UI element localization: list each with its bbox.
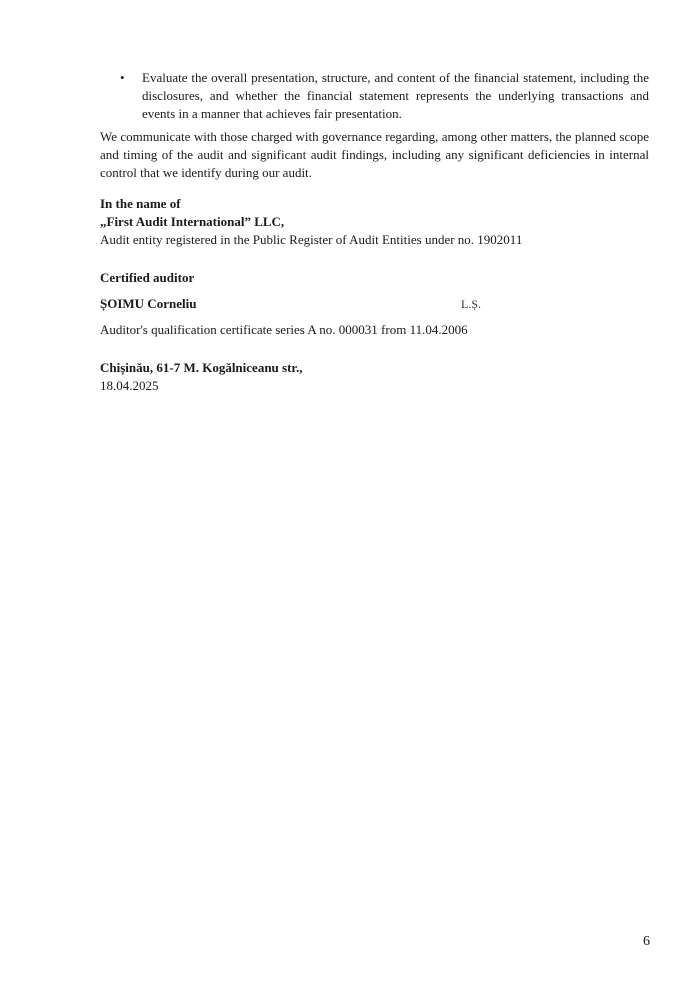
date-text: 18.04.2025 (100, 378, 159, 393)
company-name: „First Audit International” LLC, (100, 214, 285, 229)
seal-mark: L.Ș. (461, 297, 482, 311)
auditor-name-block (100, 295, 660, 313)
location-block (100, 359, 660, 395)
address-text: Chișinău, 61-7 M. Kogălniceanu str., (100, 360, 303, 375)
certificate-block (100, 321, 660, 339)
bullet-item-text: Evaluate the overall presentation, structure, and content of the financial statement, including the disclosures, and whether the financial statement represents the underlying transactions and events in a manner that achieves fair presentation. (142, 70, 649, 121)
certificate-text: Auditor's qualification certificate series A no. 000031 from 11.04.2006 (100, 322, 468, 337)
certified-auditor-heading: Certified auditor (100, 270, 195, 285)
governance-paragraph: We communicate with those charged with governance regarding, among other matters, the planned scope and timing of the audit and significant audit findings, including any significant deficiencies in internal control that we identify during our audit. (100, 129, 649, 180)
auditor-name: ȘOIMU Corneliu (100, 296, 197, 311)
bullet-marker: • (120, 70, 125, 85)
signatory-block (100, 195, 660, 249)
page-number: 6 (643, 934, 650, 949)
registration-text: Audit entity registered in the Public Register of Audit Entities under no. 1902011 (100, 232, 523, 247)
auditor-heading-block (100, 269, 660, 287)
in-name-of-label: In the name of (100, 196, 181, 211)
